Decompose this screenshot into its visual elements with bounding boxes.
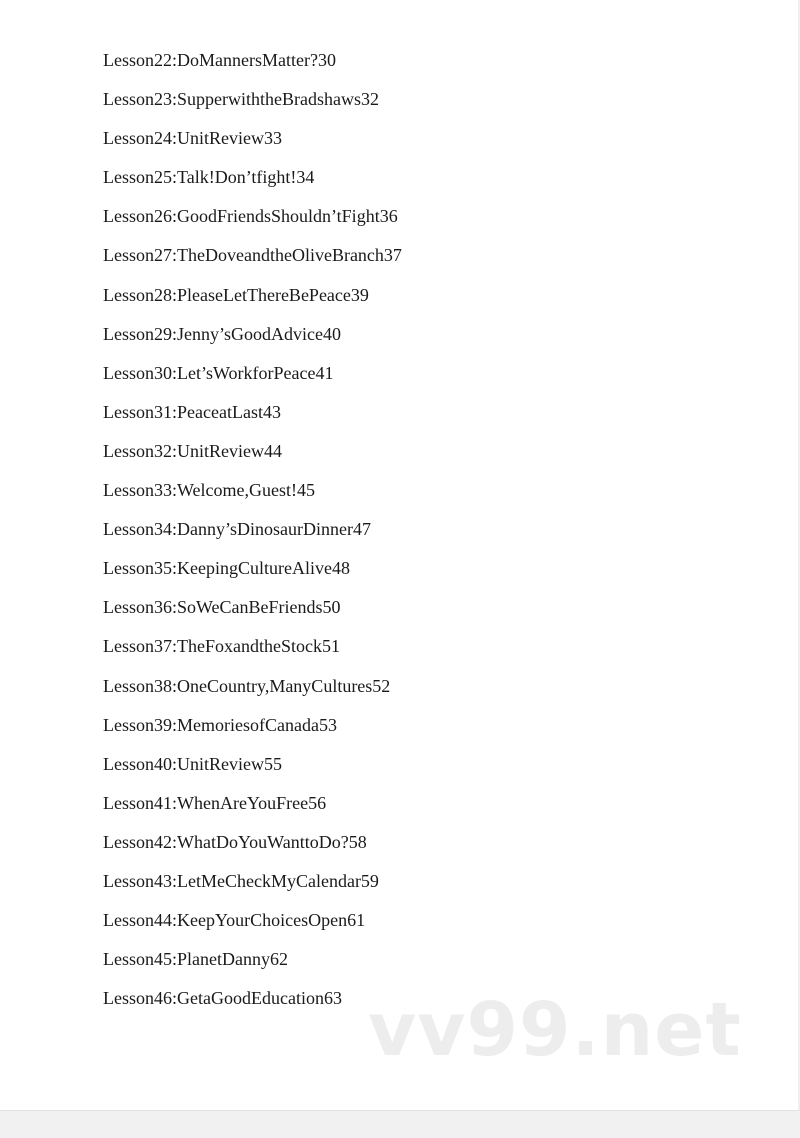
toc-entry: Lesson23:SupperwiththeBradshaws32 — [103, 89, 379, 110]
toc-entry: Lesson34:Danny’sDinosaurDinner47 — [103, 519, 371, 540]
toc-entry: Lesson45:PlanetDanny62 — [103, 949, 288, 970]
page-bottom-edge — [0, 1110, 800, 1138]
toc-entry: Lesson43:LetMeCheckMyCalendar59 — [103, 870, 379, 891]
toc-entry: Lesson46:GetaGoodEducation63 — [103, 988, 342, 1009]
toc-entry: Lesson26:GoodFriendsShouldn’tFight36 — [103, 206, 398, 227]
toc-entry: Lesson29:Jenny’sGoodAdvice40 — [103, 323, 341, 344]
toc-entry: Lesson25:Talk!Don’tfight!34 — [103, 167, 315, 188]
toc-entry: Lesson38:OneCountry,ManyCultures52 — [103, 675, 391, 696]
toc-entry: Lesson33:Welcome,Guest!45 — [103, 480, 316, 501]
toc-entry: Lesson27:TheDoveandtheOliveBranch37 — [103, 245, 402, 266]
toc-entry: Lesson40:UnitReview55 — [103, 753, 282, 774]
toc-entry: Lesson24:UnitReview33 — [103, 128, 282, 149]
toc-entry: Lesson22:DoMannersMatter?30 — [103, 50, 336, 70]
table-of-contents — [103, 49, 402, 1026]
toc-entry: Lesson31:PeaceatLast43 — [103, 401, 281, 422]
toc-entry: Lesson42:WhatDoYouWanttoDo?58 — [103, 831, 367, 852]
toc-entry: Lesson39:MemoriesofCanada53 — [103, 714, 337, 735]
toc-entry: Lesson36:SoWeCanBeFriends50 — [103, 597, 341, 618]
toc-entry: Lesson30:Let’sWorkforPeace41 — [103, 362, 334, 383]
toc-entry: Lesson44:KeepYourChoicesOpen61 — [103, 910, 366, 931]
toc-entry: Lesson32:UnitReview44 — [103, 440, 282, 461]
toc-entry: Lesson28:PleaseLetThereBePeace39 — [103, 284, 369, 305]
watermark: vv99.net — [368, 987, 742, 1073]
toc-entry: Lesson37:TheFoxandtheStock51 — [103, 636, 340, 657]
toc-entry: Lesson41:WhenAreYouFree56 — [103, 792, 327, 813]
toc-entry: Lesson35:KeepingCultureAlive48 — [103, 558, 350, 579]
